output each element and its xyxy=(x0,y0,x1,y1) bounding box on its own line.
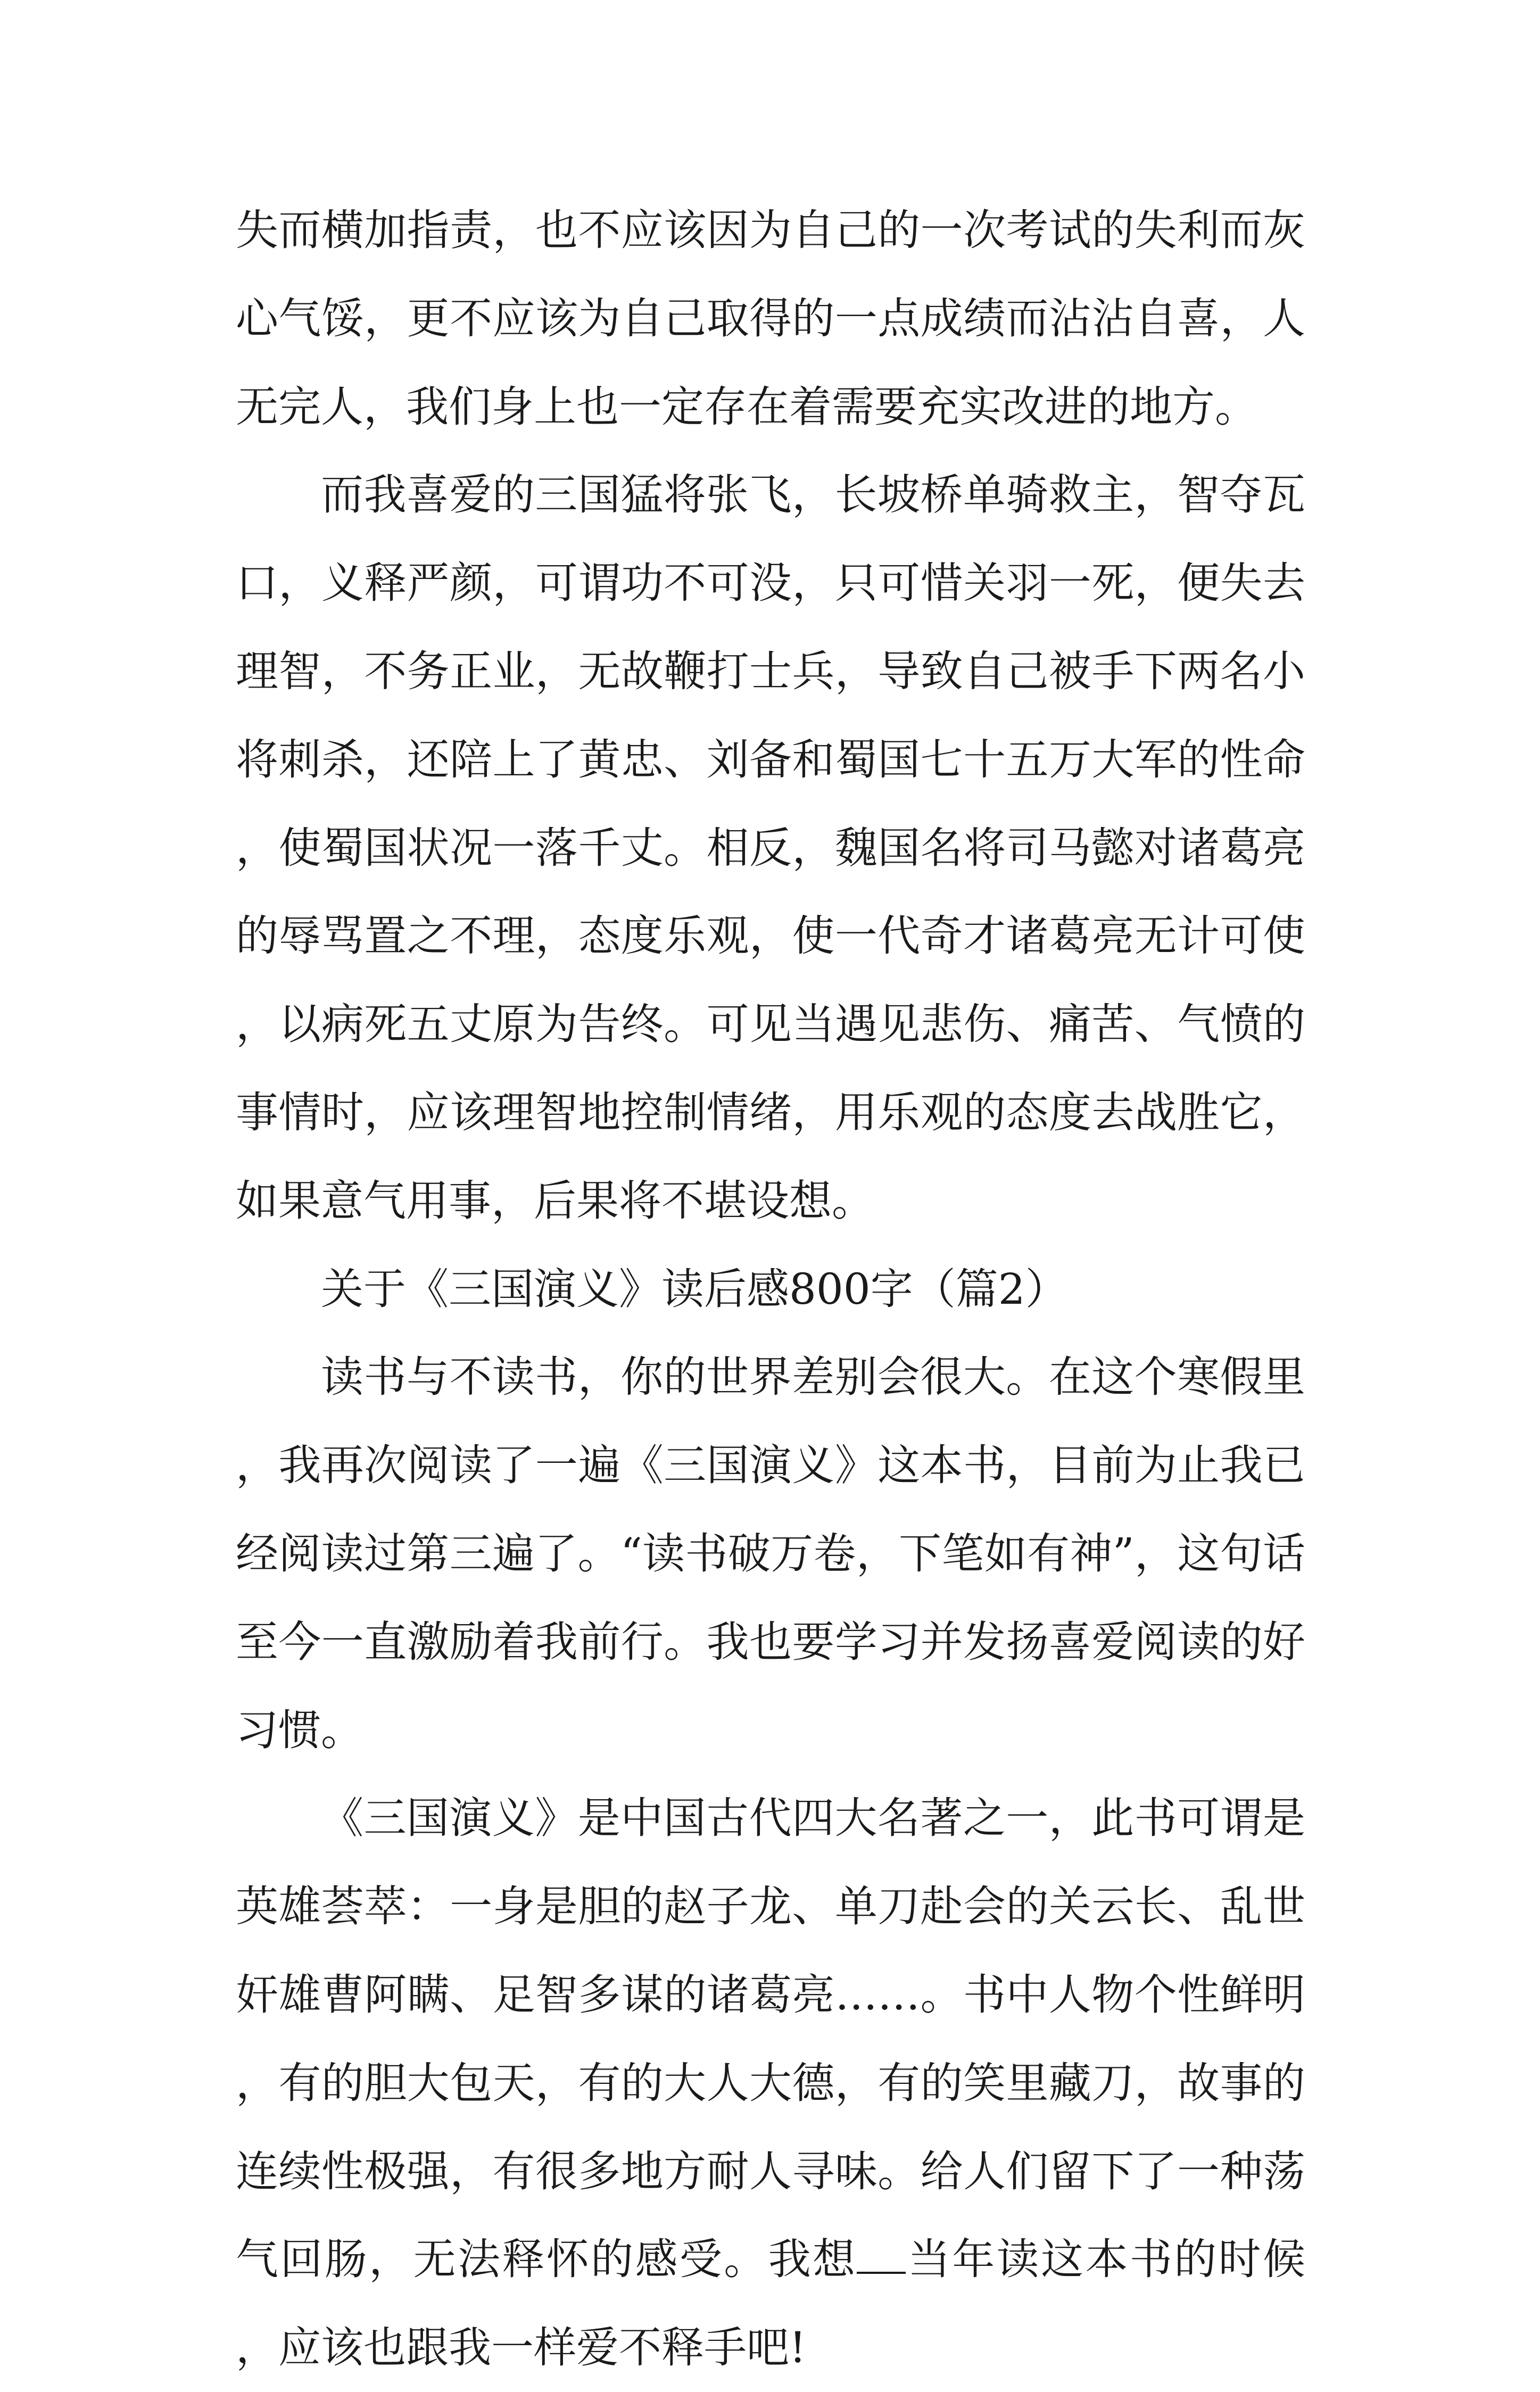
paragraph-2: 而我喜爱的三国猛将张飞，长坡桥单骑救主，智夺瓦口，义释严颜，可谓功不可没，只可惜关羽一死，便失去理智，不务正业，无故鞭打士兵，导致自己被手下两名小将刺杀，还陪上了黄忠、刘备和蜀国七十五万大军的性命，使蜀国状况一落千丈。相反，魏国名将司马懿对诸葛亮的辱骂置之不理，态度乐观，使一代奇才诸葛亮无计可使，以病死五丈原为告终。可见当遇见悲伤、痛苦、气愤的事情时，应该理智地控制情绪，用乐观的态度去战胜它，如果意气用事，后果将不堪设想。 xyxy=(236,470,1305,1226)
paragraph-4-part-2: 当年读这本书的时候，应该也跟我一样爱不释手吧! xyxy=(236,2234,1306,2373)
paragraph-4-part-1: 《三国演义》是中国古代四大名著之一，此书可谓是英雄荟萃：一身是胆的赵子龙、单刀赴会的关云长、乱世奸雄曹阿瞒、足智多谋的诸葛亮……。书中人物个性鲜明，有的胆大包天，有的大人大德，有的笑里藏刀，故事的连续性极强，有很多地方耐人寻味。给人们留下了一种荡气回肠，无法释怀的感受。我想 xyxy=(236,1793,1305,2285)
section-heading: 关于《三国演义》读后感800字（篇2） xyxy=(321,1264,1068,1314)
paragraph-1: 失而横加指责，也不应该因为自己的一次考试的失利而灰心气馁，更不应该为自己取得的一点成绩而沾沾自喜，人无完人，我们身上也一定存在着需要充实改进的地方。 xyxy=(236,205,1305,432)
fill-in-blank xyxy=(857,2233,906,2274)
document-body xyxy=(236,186,1305,2392)
paragraph-4 xyxy=(236,1774,1305,2392)
paragraph-3: 读书与不读书，你的世界差别会很大。在这个寒假里，我再次阅读了一遍《三国演义》这本书，目前为止我已经阅读过第三遍了。“读书破万卷，下笔如有神”，这句话至今一直激励着我前行。我也要学习并发扬喜爱阅读的好习惯。 xyxy=(236,1352,1305,1755)
